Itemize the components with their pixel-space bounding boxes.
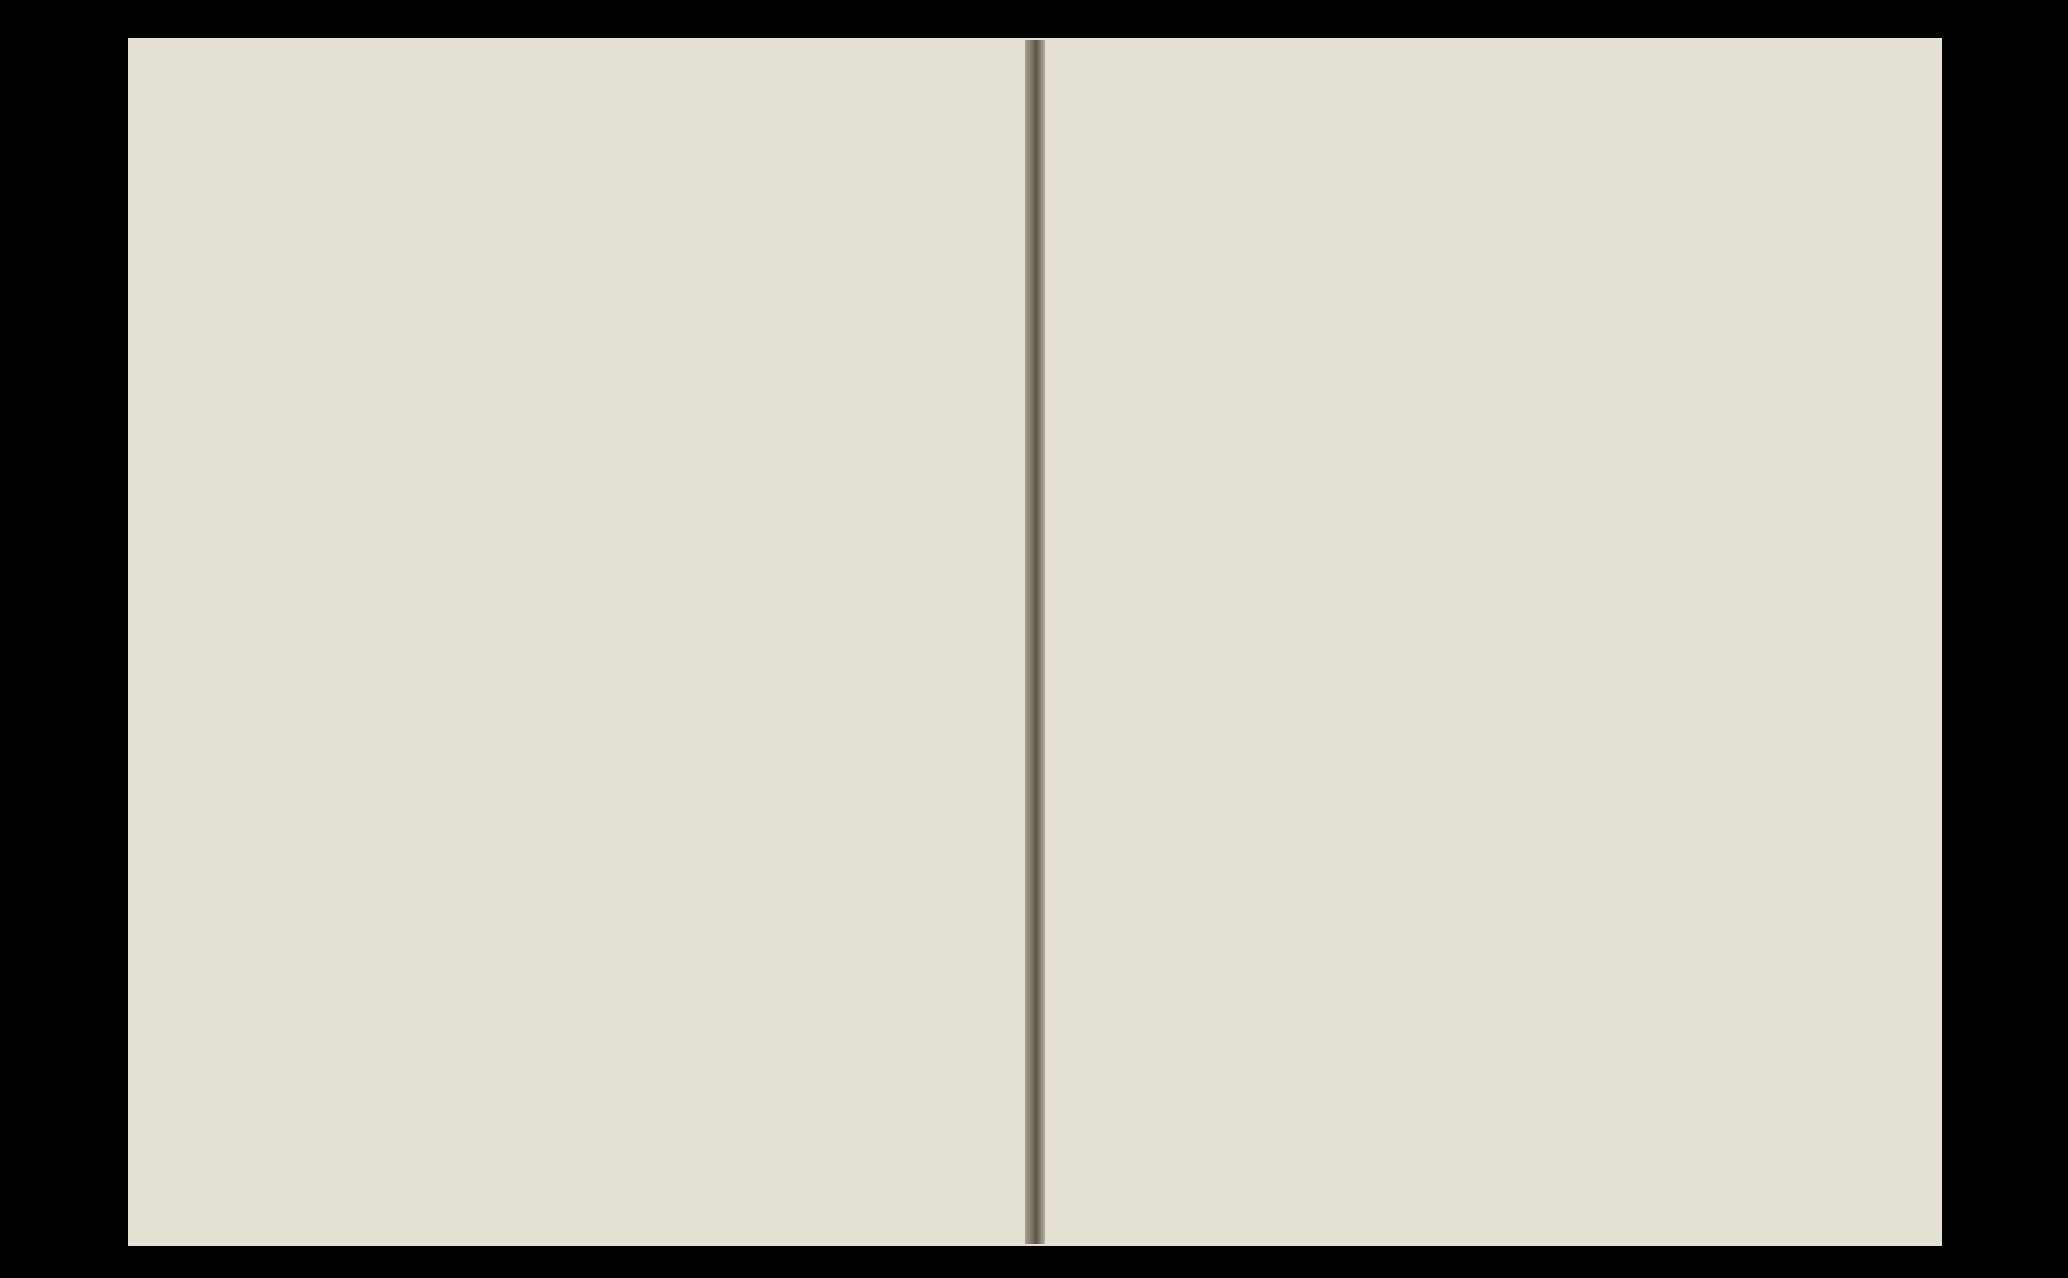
right-page	[1035, 38, 1942, 1246]
left-page	[128, 38, 1035, 1246]
book-gutter	[1025, 40, 1045, 1244]
